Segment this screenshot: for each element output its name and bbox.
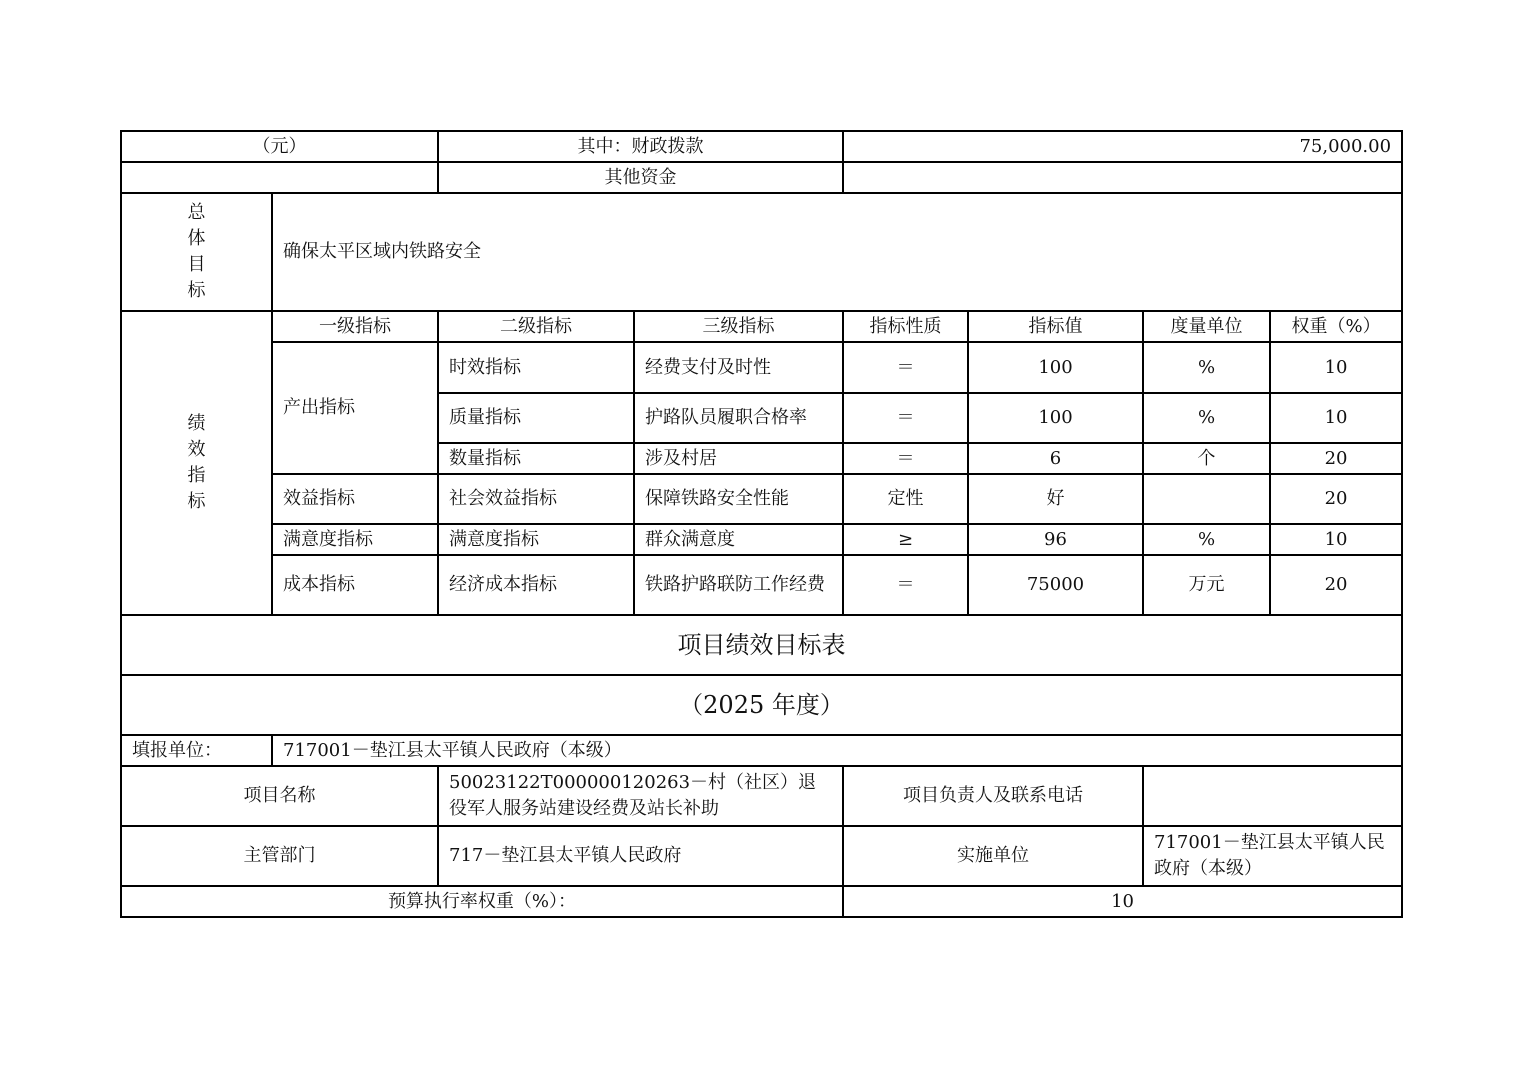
indicator-value: 96 (968, 524, 1143, 555)
header-level3: 三级指标 (634, 311, 843, 342)
indicator-unit: 万元 (1143, 555, 1270, 615)
overall-goal-text: 确保太平区域内铁路安全 (272, 193, 1402, 311)
indicator-header-row (121, 311, 1402, 342)
indicator-nature: ＝ (843, 342, 968, 393)
overall-goal-label: 总 体 目 标 (121, 193, 272, 311)
indicator-row (121, 524, 1402, 555)
indicator-nature: 定性 (843, 474, 968, 524)
indicator-level2: 经济成本指标 (438, 555, 634, 615)
indicator-row (121, 555, 1402, 615)
indicator-level1: 成本指标 (272, 555, 438, 615)
indicator-nature: ＝ (843, 443, 968, 474)
indicator-level1: 满意度指标 (272, 524, 438, 555)
indicator-level1: 产出指标 (272, 342, 438, 474)
indicator-weight: 10 (1270, 524, 1402, 555)
header-nature: 指标性质 (843, 311, 968, 342)
other-funds-row (121, 162, 1402, 193)
indicator-level1: 效益指标 (272, 474, 438, 524)
indicator-level3: 护路队员履职合格率 (634, 393, 843, 443)
indicator-level2: 满意度指标 (438, 524, 634, 555)
performance-goal-table (120, 130, 1403, 918)
indicator-row (121, 342, 1402, 393)
indicator-unit (1143, 474, 1270, 524)
budget-weight-value: 10 (843, 886, 1402, 917)
indicator-level2: 社会效益指标 (438, 474, 634, 524)
indicator-unit: 个 (1143, 443, 1270, 474)
indicator-level2: 数量指标 (438, 443, 634, 474)
year-subtitle: （2025 年度） (121, 675, 1402, 735)
indicator-nature: ＝ (843, 555, 968, 615)
indicator-level3: 经费支付及时性 (634, 342, 843, 393)
overall-goal-row (121, 193, 1402, 311)
indicator-nature: ≥ (843, 524, 968, 555)
indicator-value: 好 (968, 474, 1143, 524)
other-funds-label: 其他资金 (438, 162, 843, 193)
indicator-level3: 涉及村居 (634, 443, 843, 474)
indicator-nature: ＝ (843, 393, 968, 443)
indicator-level2: 时效指标 (438, 342, 634, 393)
fiscal-funds-value: 75,000.00 (843, 131, 1402, 162)
indicator-weight: 10 (1270, 393, 1402, 443)
project-name-value: 50023122T000000120263－村（社区）退役军人服务站建设经费及站长补助 (438, 766, 843, 826)
project-name-row (121, 766, 1402, 826)
indicator-weight: 10 (1270, 342, 1402, 393)
indicator-value: 100 (968, 393, 1143, 443)
indicator-level3: 群众满意度 (634, 524, 843, 555)
project-contact-value (1143, 766, 1402, 826)
title-row (121, 615, 1402, 675)
indicator-level3: 保障铁路安全性能 (634, 474, 843, 524)
indicator-value: 75000 (968, 555, 1143, 615)
project-contact-label: 项目负责人及联系电话 (843, 766, 1143, 826)
indicator-level3: 铁路护路联防工作经费 (634, 555, 843, 615)
department-row (121, 826, 1402, 886)
indicator-unit: % (1143, 342, 1270, 393)
project-name-label: 项目名称 (121, 766, 438, 826)
year-row (121, 675, 1402, 735)
department-label: 主管部门 (121, 826, 438, 886)
fiscal-funds-row (121, 131, 1402, 162)
department-value: 717－垫江县太平镇人民政府 (438, 826, 843, 886)
indicator-unit: % (1143, 524, 1270, 555)
implementing-unit-value: 717001－垫江县太平镇人民政府（本级） (1143, 826, 1402, 886)
indicator-value: 100 (968, 342, 1143, 393)
indicator-weight: 20 (1270, 474, 1402, 524)
indicator-weight: 20 (1270, 443, 1402, 474)
indicator-weight: 20 (1270, 555, 1402, 615)
indicator-row (121, 474, 1402, 524)
indicator-unit: % (1143, 393, 1270, 443)
reporting-unit-label: 填报单位： (121, 735, 272, 766)
header-level1: 一级指标 (272, 311, 438, 342)
funds-unit-cont (121, 162, 438, 193)
reporting-unit-value: 717001－垫江县太平镇人民政府（本级） (272, 735, 1402, 766)
indicator-value: 6 (968, 443, 1143, 474)
performance-indicator-label: 绩 效 指 标 (121, 311, 272, 615)
page-title: 项目绩效目标表 (121, 615, 1402, 675)
fiscal-funds-label: 其中：财政拨款 (438, 131, 843, 162)
other-funds-value (843, 162, 1402, 193)
indicator-level2: 质量指标 (438, 393, 634, 443)
budget-weight-label: 预算执行率权重（%）： (121, 886, 843, 917)
header-weight: 权重（%） (1270, 311, 1402, 342)
header-unit: 度量单位 (1143, 311, 1270, 342)
header-value: 指标值 (968, 311, 1143, 342)
header-level2: 二级指标 (438, 311, 634, 342)
budget-weight-row (121, 886, 1402, 917)
reporting-unit-row (121, 735, 1402, 766)
funds-unit-label: （元） (121, 131, 438, 162)
implementing-unit-label: 实施单位 (843, 826, 1143, 886)
